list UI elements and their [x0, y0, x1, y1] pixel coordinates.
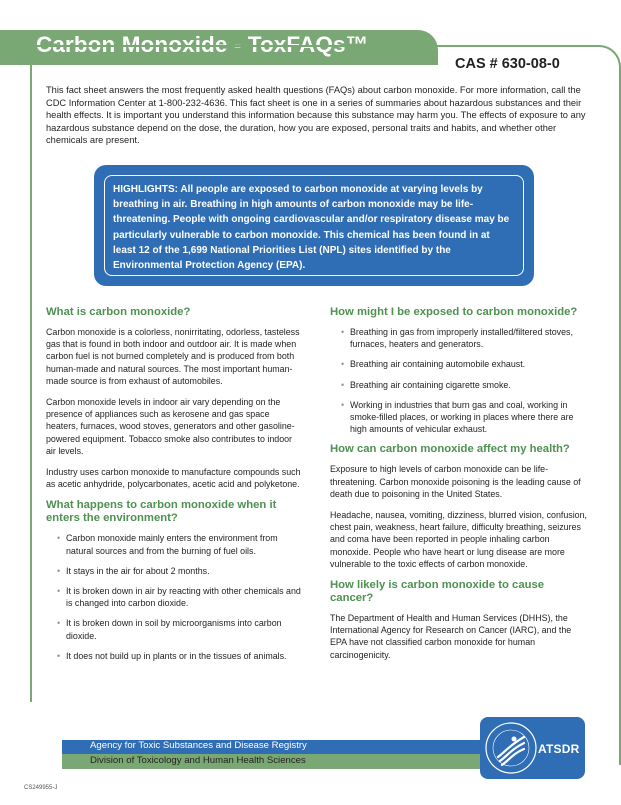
bullet-icon: • — [57, 618, 61, 629]
bullet-icon: • — [341, 399, 345, 410]
list-item-text: Breathing air containing cigarette smoke. — [350, 379, 511, 390]
left-rule — [30, 62, 32, 702]
atsdr-logo — [480, 717, 585, 779]
list-item-text: It is broken down in soil by microorganisms into carbon dioxide. — [66, 618, 282, 641]
highlights-label: HIGHLIGHTS: — [113, 184, 178, 195]
section-heading-what-is: What is carbon monoxide? — [46, 306, 191, 318]
list-item-text: It stays in the air for about 2 months. — [66, 565, 210, 576]
paragraph: Carbon monoxide is a colorless, nonirritating, odorless, tasteless gas that is found in both indoor and outdoor air. It is made when carbon fuel is not burned completely and is produced from both human-made and natural sources. The most important human-made source is from exhaust of automobiles. — [46, 327, 300, 386]
list-item — [330, 399, 588, 436]
list-item-text: It does not build up in plants or in the tissues of animals. — [66, 650, 287, 661]
document-code: CS249955-J — [24, 785, 58, 791]
title-bar — [0, 30, 438, 65]
footer-agency-band — [62, 740, 486, 754]
bullet-icon: • — [57, 533, 61, 544]
paragraph: The Department of Health and Human Services (DHHS), the International Agency for Research on Cancer (IARC), and the EPA have not classified carbon monoxide for human carcinogenicity. — [330, 613, 572, 660]
list-item — [46, 565, 304, 577]
left-column — [46, 306, 304, 670]
paragraph: Carbon monoxide levels in indoor air vary depending on the presence of appliances such as kerosene and gas space heaters, furnaces, wood stoves, generators and other gasoline-powered equipment. Tobacco smoke also contributes to indoor air levels. — [46, 397, 295, 456]
paragraph: Industry uses carbon monoxide to manufacture compounds such as acetic anhydride, polycarbonates, acetic acid and polyketone. — [46, 467, 301, 490]
footer-division: Division of Toxicology and Human Health Sciences — [90, 755, 306, 766]
paragraph: Exposure to high levels of carbon monoxide can be life-threatening. Carbon monoxide poisoning is the leading cause of death due to poisoning in the United States. — [330, 464, 581, 499]
bullet-icon: • — [341, 379, 345, 390]
list-item — [330, 326, 588, 350]
list-item-text: It is broken down in air by reacting with other chemicals and is changed into carbon dioxide. — [66, 586, 301, 609]
environment-list — [46, 532, 304, 662]
list-item-text: Breathing in gas from improperly installed/filtered stoves, furnaces, heaters and generators. — [350, 327, 573, 350]
list-item-text: Carbon monoxide mainly enters the environment from natural sources and from the burning of fuel oils. — [66, 533, 278, 556]
intro-paragraph: This fact sheet answers the most frequently asked health questions (FAQs) about carbon monoxide. For more information, call the CDC Information Center at 1-800-232-4636. This fact sheet is one in a series of summaries about hazardous substances and their health effects. It is important you understand this information because this substance may harm you. The effects of exposure to any hazardous substance depend on the dose, the duration, how you are exposed, personal traits and habits, and whether other chemicals are present. — [46, 85, 586, 146]
footer-division-band — [62, 754, 486, 769]
list-item-text: Breathing air containing automobile exhaust. — [350, 359, 526, 370]
cas-number: CAS # 630-08-0 — [455, 56, 560, 72]
atsdr-logo-text: ATSDR — [538, 742, 580, 756]
section-heading-exposure: How might I be exposed to carbon monoxide? — [330, 306, 578, 318]
exposure-list — [330, 326, 588, 435]
section-heading-health: How can carbon monoxide affect my health? — [330, 443, 570, 456]
highlights-inner — [104, 175, 524, 276]
section-heading-environment: What happens to carbon monoxide when it enters the environment? — [46, 499, 277, 525]
list-item — [46, 532, 304, 556]
list-item — [46, 650, 304, 662]
hhs-seal-icon — [484, 721, 538, 775]
paragraph: Headache, nausea, vomiting, dizziness, blurred vision, confusion, chest pain, weakness, heart failure, difficulty breathing, seizures and coma have been reported in people inhaling carbon monoxide. People who have heart or lung disease are more vulnerable to the toxic effects of carbon monoxide. — [330, 510, 588, 569]
section-heading-cancer: How likely is carbon monoxide to cause cancer? — [330, 579, 545, 605]
list-item — [330, 358, 588, 370]
list-item — [330, 379, 588, 391]
list-item — [46, 585, 304, 609]
list-item-text: Working in industries that burn gas and coal, working in smoke-filled places, or working in places where there are high amounts of vehicular exhaust. — [350, 399, 574, 435]
list-item — [46, 617, 304, 641]
bullet-icon: • — [57, 650, 61, 661]
bullet-icon: • — [341, 327, 345, 337]
page-title: Carbon Monoxide - ToxFAQs™ — [36, 32, 369, 57]
bullet-icon: • — [57, 586, 61, 597]
highlights-text: All people are exposed to carbon monoxide at varying levels by breathing in air. Breathing in high amounts of carbon monoxide may be life-threatening. People with ongoing cardiovascular and/or respiratory disease may be particularly vulnerable to carbon monoxide. This chemical has been found in at least 12 of the 1,699 National Priorities List (NPL) sites identified by the Environmental Protection Agency (EPA). — [113, 184, 510, 272]
highlights-box — [94, 165, 534, 286]
bullet-icon: • — [57, 565, 61, 576]
right-column — [330, 306, 588, 670]
footer-agency: Agency for Toxic Substances and Disease Registry — [90, 740, 307, 751]
bullet-icon: • — [341, 359, 345, 370]
